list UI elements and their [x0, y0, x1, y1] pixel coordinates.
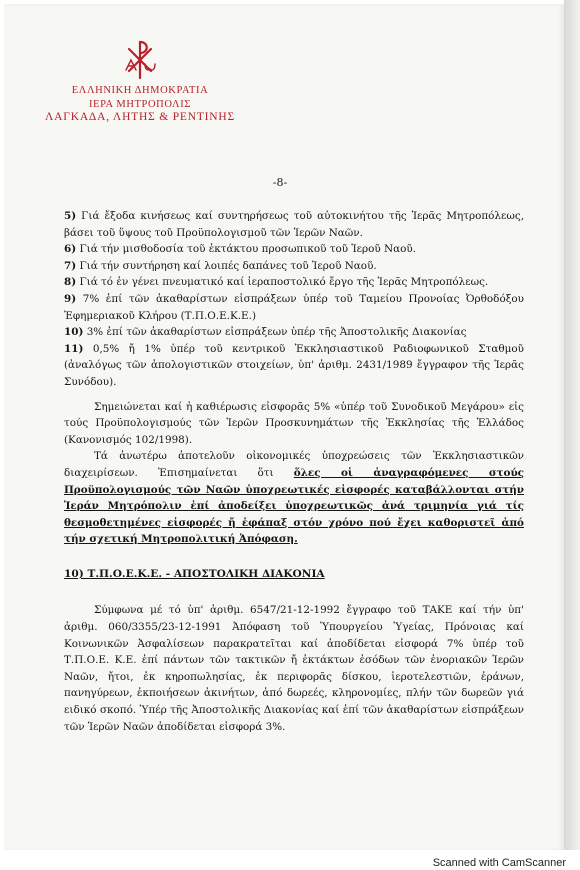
item-text: Γιά τό ἐν γένει πνευματικό καί ἱεραποστολικό ἔργο τῆς Ἱερᾶς Μητροπόλεως. — [76, 276, 489, 289]
note-paragraph: Σημειώνεται καί ἡ καθιέρωσις εἰσφορᾶς 5% «ὑπέρ τοῦ Συνοδικοῦ Μεγάρου» εἰς τούς Προϋπολογισμούς τῶν Ἱερῶν Προσκυνημάτων τῆς Ἐκκλησίας τῆς Ἑλλάδος (Κανονισμός 102/1998). — [64, 400, 524, 446]
list-item — [64, 341, 524, 391]
list-item — [64, 291, 524, 324]
letterhead-line-2: ΙΕΡΑ ΜΗΤΡΟΠΟΛΙΣ — [88, 98, 192, 110]
obligations-text: Τά ἀνωτέρω ἀποτελοῦν οἰκονομικές ὑποχρεώσεις τῶν Ἐκκλησιαστικῶν διαχειρίσεων. Ἐπισημαίνεται ὅτι — [64, 450, 524, 479]
item-number: 8) — [64, 276, 77, 289]
list-item — [64, 274, 524, 291]
obligations-paragraph — [64, 448, 524, 548]
list-item — [64, 208, 524, 241]
item-number: 7) — [64, 259, 77, 272]
chi-rho-emblem-icon — [120, 36, 160, 80]
list-item — [64, 324, 524, 341]
item-number: 10) — [64, 326, 84, 339]
item-text: Γιά τήν συντήρηση καί λοιπές δαπάνες τοῦ Ἱεροῦ Ναοῦ. — [76, 259, 377, 272]
item-number: 9) — [64, 292, 77, 305]
section-title: 10) Τ.Π.Ο.Ε.Κ.Ε. - ΑΠΟΣΤΟΛΙΚΗ ΔΙΑΚΟΝΙΑ — [64, 567, 325, 580]
spacer — [64, 391, 524, 399]
item-text: 3% ἐπί τῶν ἀκαθαρίστων εἰσπράξεων ὑπέρ τῆς Ἀποστολικῆς Διακονίας — [83, 326, 467, 339]
section-paragraph: Σύμφωνα μέ τό ὑπ' ἀριθμ. 6547/21-12-1992 ἔγγραφο τοῦ ΤΑΚΕ καί τήν ὑπ' ἀριθμ. 060/3355/23-12-1991 Ἀπόφαση τοῦ Ὑπουργείου Ὑγείας, Πρόνοιας καί Κοινωνικῶν Ἀσφαλίσεων παρακρατεῖται καί ἀποδίδεται εἰσφορά 7% ὑπέρ τοῦ Τ.Π.Ο.Ε. Κ.Ε. ἐπί πάντων τῶν τακτικῶν ἤ ἐκτάκτων ἐσόδων τῶν ἐνοριακῶν Ἱερῶν Ναῶν, ἤτοι, ἐκ κηροπωλησίας, ἐκ περιφορᾶς δίσκου, ἱεροτελεστιῶν, ἐράνων, πανηγύρεων, ἐκποιήσεων ἀκινήτων, ἀπό δωρεές, κληρονομίες, πλήν τῶν δωρεῶν γιά ειδικό σκοπό. Ὑπέρ τῆς Ἀποστολικῆς Διακονίας καί ἐπί τῶν ἀκαθαρίστων εἰσπράξεων τῶν Ἱερῶν Ναῶν ἀποδίδεται εἰσφορά 3%. — [64, 604, 524, 733]
list-item — [64, 241, 524, 258]
item-number: 6) — [64, 243, 77, 256]
obligations-emphasis: ὅλες οἱ ἀναγραφόμενες στούς Προϋπολογισμούς τῶν Ναῶν ὑποχρεωτικές εἰσφορές καταβάλλονται στήν Ἱεράν Μητρόπολιν ἐπί ἀποδείξει ὑποχρεωτικῶς ἀνά τριμηνία γιά τίς θεσμοθετημένες εἰσφορές ἤ ἐφάπαξ στόν χρόνο πού ἔχει καθοριστεῖ ἀπό τήν σχετική Μητροπολιτική Ἀπόφαση. — [64, 466, 524, 546]
letterhead-line-3: ΛΑΓΚΑΔΑ, ΛΗΤΗΣ & ΡΕΝΤΙΝΗΣ — [45, 111, 235, 123]
page-edge-shadow — [564, 0, 580, 858]
letterhead-line-1: ΕΛΛΗΝΙΚΗ ΔΗΜΟΚΡΑΤΙΑ — [71, 85, 209, 96]
document-body — [64, 208, 524, 735]
item-text: Γιά ἔξοδα κινήσεως καί συντηρήσεως τοῦ αὐτοκινήτου τῆς Ἱερᾶς Μητροπόλεως, βάσει τοῦ ὕψους τοῦ Προϋπολογισμοῦ τῶν Ἱερῶν Ναῶν. — [64, 210, 524, 239]
item-text: Γιά τήν μισθοδοσία τοῦ ἐκτάκτου προσωπικοῦ τοῦ Ἱεροῦ Ναοῦ. — [76, 243, 416, 256]
list-item — [64, 258, 524, 275]
scanner-watermark: Scanned with CamScanner — [432, 857, 566, 869]
spacer — [64, 588, 524, 602]
item-number: 11) — [64, 342, 84, 355]
page-number: -8- — [272, 176, 288, 189]
letterhead — [40, 36, 240, 125]
item-text: 0,5% ἤ 1% ὑπέρ τοῦ κεντρικοῦ Ἐκκλησιαστικοῦ Ραδιοφωνικοῦ Σταθμοῦ (ἀναλόγως τῶν ἀπολογιστικῶν στοιχείων, ὑπ' ἀριθμ. 2431/1989 ἔγγραφον τῆς Ἱερᾶς Συνόδου). — [64, 342, 524, 388]
item-number: 5) — [64, 210, 77, 222]
item-text: 7% ἐπί τῶν ἀκαθαρίστων εἰσπράξεων ὑπέρ τοῦ Ταμείου Προνοίας Ὀρθοδόξου Ἐφημεριακοῦ Κλήρου (Τ.Π.Ο.Ε.Κ.Ε.) — [64, 292, 524, 322]
